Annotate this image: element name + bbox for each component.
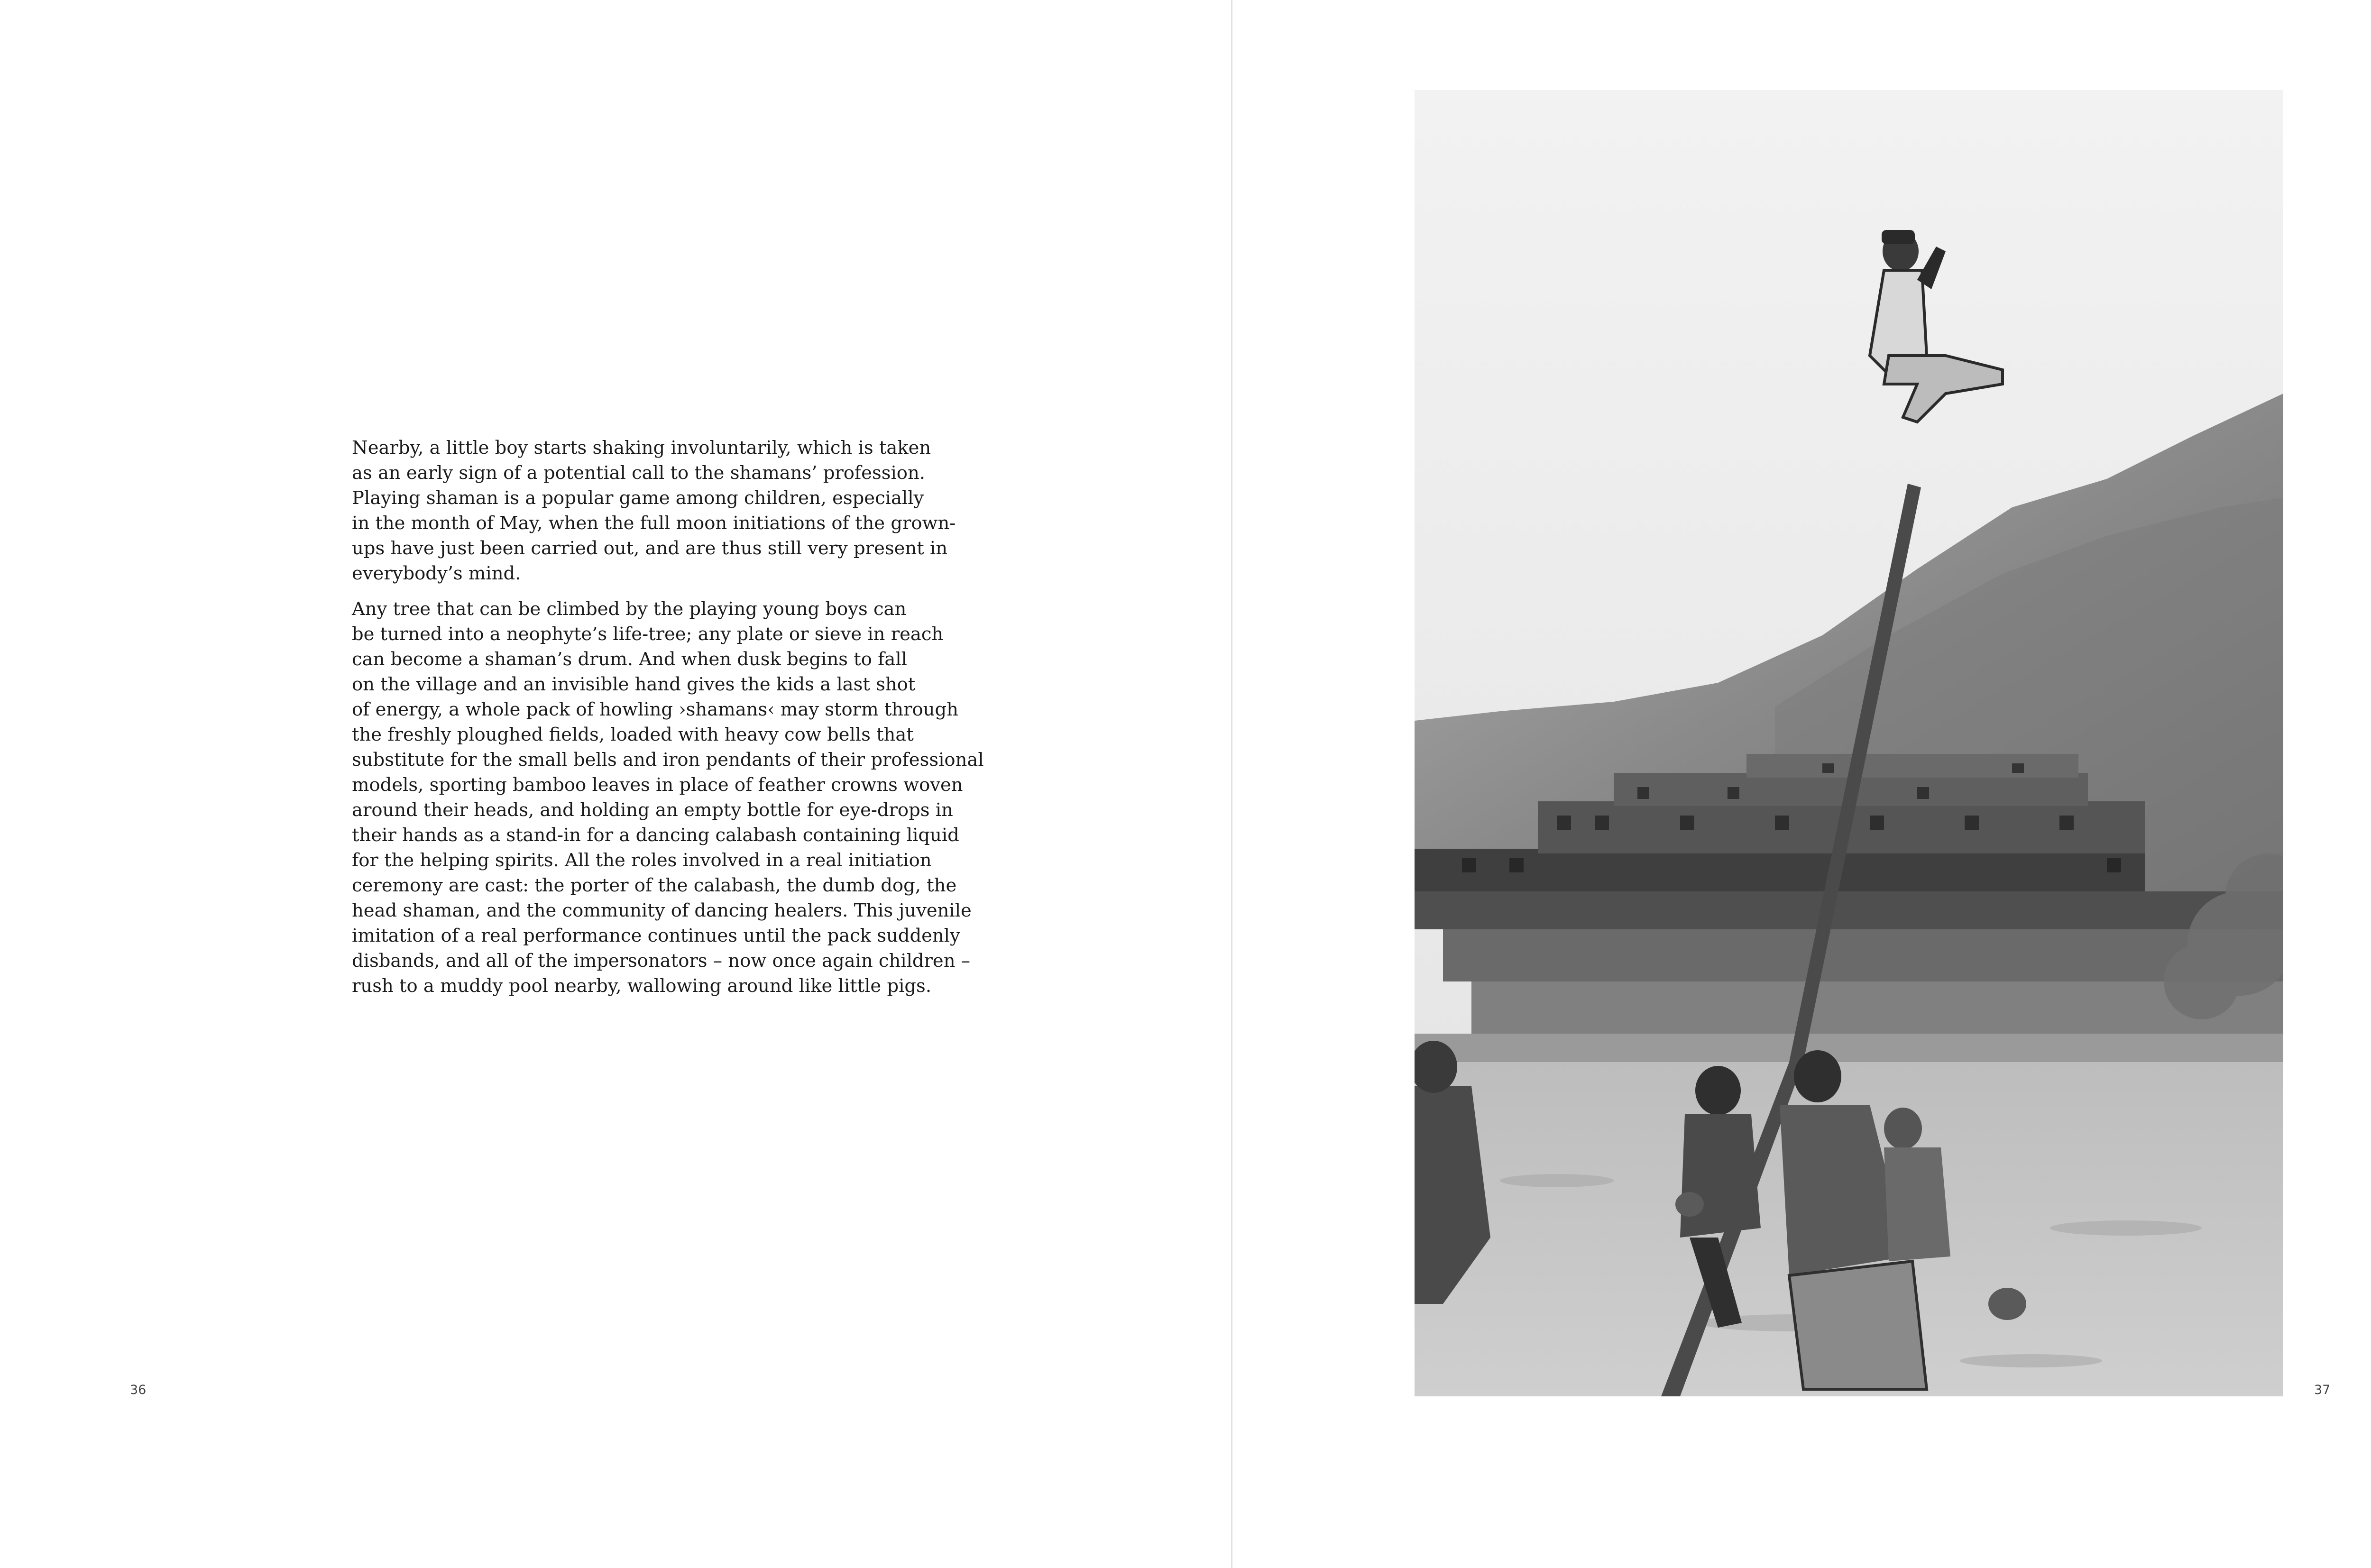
text-line: head shaman, and the community of dancing healers. This juvenile [352,900,972,921]
text-line: imitation of a real performance continues until the pack suddenly [352,925,960,946]
text-line: Any tree that can be climbed by the playing young boys can [352,598,907,620]
body-text [352,435,984,1009]
text-line: in the month of May, when the full moon initiations of the grown- [352,513,956,534]
text-line: rush to a muddy pool nearby, wallowing around like little pigs. [352,975,932,997]
text-line: on the village and an invisible hand gives the kids a last shot [352,674,916,695]
text-line: substitute for the small bells and iron pendants of their professional [352,749,984,770]
photo-illustration [1415,90,2283,1396]
paragraph-1 [352,435,978,586]
text-line: models, sporting bamboo leaves in place of feather crowns woven [352,774,963,796]
text-line: Nearby, a little boy starts shaking involuntarily, which is taken [352,437,931,458]
paragraph-2 [352,596,984,999]
text-line: as an early sign of a potential call to the shamans’ profession. [352,462,926,484]
page-number-right: 37 [2314,1383,2331,1397]
text-line: can become a shaman’s drum. And when dusk begins to fall [352,649,907,670]
text-line: the freshly ploughed fields, loaded with heavy cow bells that [352,724,914,745]
text-line: disbands, and all of the impersonators – now once again children – [352,950,970,972]
text-line: ups have just been carried out, and are thus still very present in [352,538,948,559]
text-line: ceremony are cast: the porter of the calabash, the dumb dog, the [352,875,957,896]
text-line: everybody’s mind. [352,563,521,584]
photograph-boys-climbing-pole [1415,90,2283,1396]
page-number-left: 36 [130,1383,147,1397]
text-line: around their heads, and holding an empty bottle for eye-drops in [352,799,953,821]
text-line: of energy, a whole pack of howling ›shamans‹ may storm through [352,699,958,720]
text-line: for the helping spirits. All the roles involved in a real initiation [352,850,932,871]
text-line: be turned into a neophyte’s life-tree; any plate or sieve in reach [352,624,944,645]
text-line: their hands as a stand-in for a dancing calabash containing liquid [352,825,959,846]
text-line: Playing shaman is a popular game among children, especially [352,487,924,509]
